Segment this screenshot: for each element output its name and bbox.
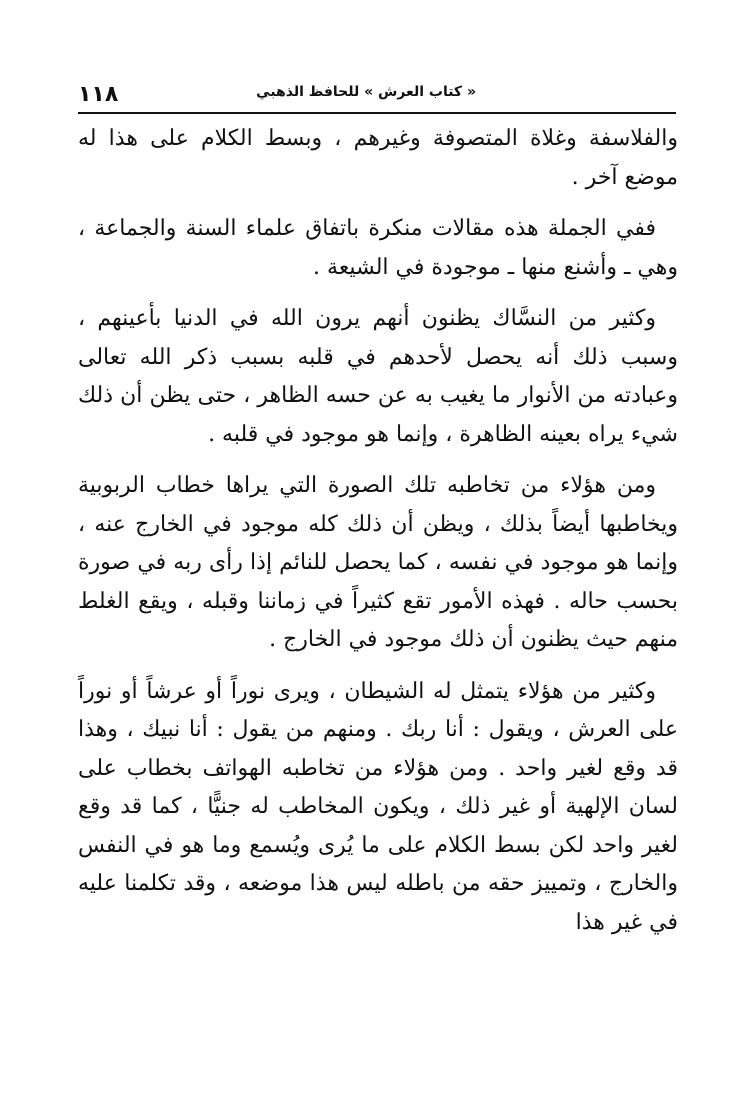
paragraph: وكثير من هؤلاء يتمثل له الشيطان ، ويرى نوراً أو عرشاً أو نوراً على العرش ، ويقول : أنا ربك . ومنهم من يقول : أنا نبيك ، وهذا قد وقع لغير واحد . ومن هؤلاء من تخاطبه الهواتف بخطاب على لسان الإلهية أو غير ذلك ، ويكون المخاطب له جنيًّا ، كما قد وقع لغير واحد لكن بسط الكلام على ما يُرى ويُسمع وما هو في النفس والخارج ، وتمييز حقه من باطله ليس هذا موضعه ، وقد تكلمنا عليه في غير هذا xyxy=(78,678,678,935)
paragraph: وكثير من النسَّاك يظنون أنهم يرون الله في الدنيا بأعينهم ، وسبب ذلك أنه يحصل لأحدهم في قلبه بسبب ذكر الله تعالى وعبادته من الأنوار ما يغيب به عن حسه الظاهر ، حتى يظن أن ذلك شيء يراه بعينه الظاهرة ، وإنما هو موجود في قلبه . xyxy=(78,306,678,447)
page-number: ١١٨ xyxy=(78,82,119,107)
page-header xyxy=(78,80,676,110)
running-title: « كتاب العرش » للحافظ الذهبي xyxy=(256,84,476,100)
paragraph: والفلاسفة وغلاة المتصوفة وغيرهم ، وبسط الكلام على هذا له موضع آخر . xyxy=(78,126,678,190)
header-divider xyxy=(78,112,676,114)
body-text xyxy=(78,120,678,942)
paragraph: ففي الجملة هذه مقالات منكرة باتفاق علماء السنة والجماعة ، وهي ـ وأشنع منها ـ موجودة في الشيعة . xyxy=(78,216,678,280)
paragraph: ومن هؤلاء من تخاطبه تلك الصورة التي يراها خطاب الربوبية ويخاطبها أيضاً بذلك ، ويظن أن ذلك كله موجود في الخارج عنه ، وإنما هو موجود في نفسه ، كما يحصل للنائم إذا رأى ربه في صورة بحسب حاله . فهذه الأمور تقع كثيراً في زماننا وقبله ، ويقع الغلط منهم حيث يظنون أن ذلك موجود في الخارج . xyxy=(78,473,678,652)
